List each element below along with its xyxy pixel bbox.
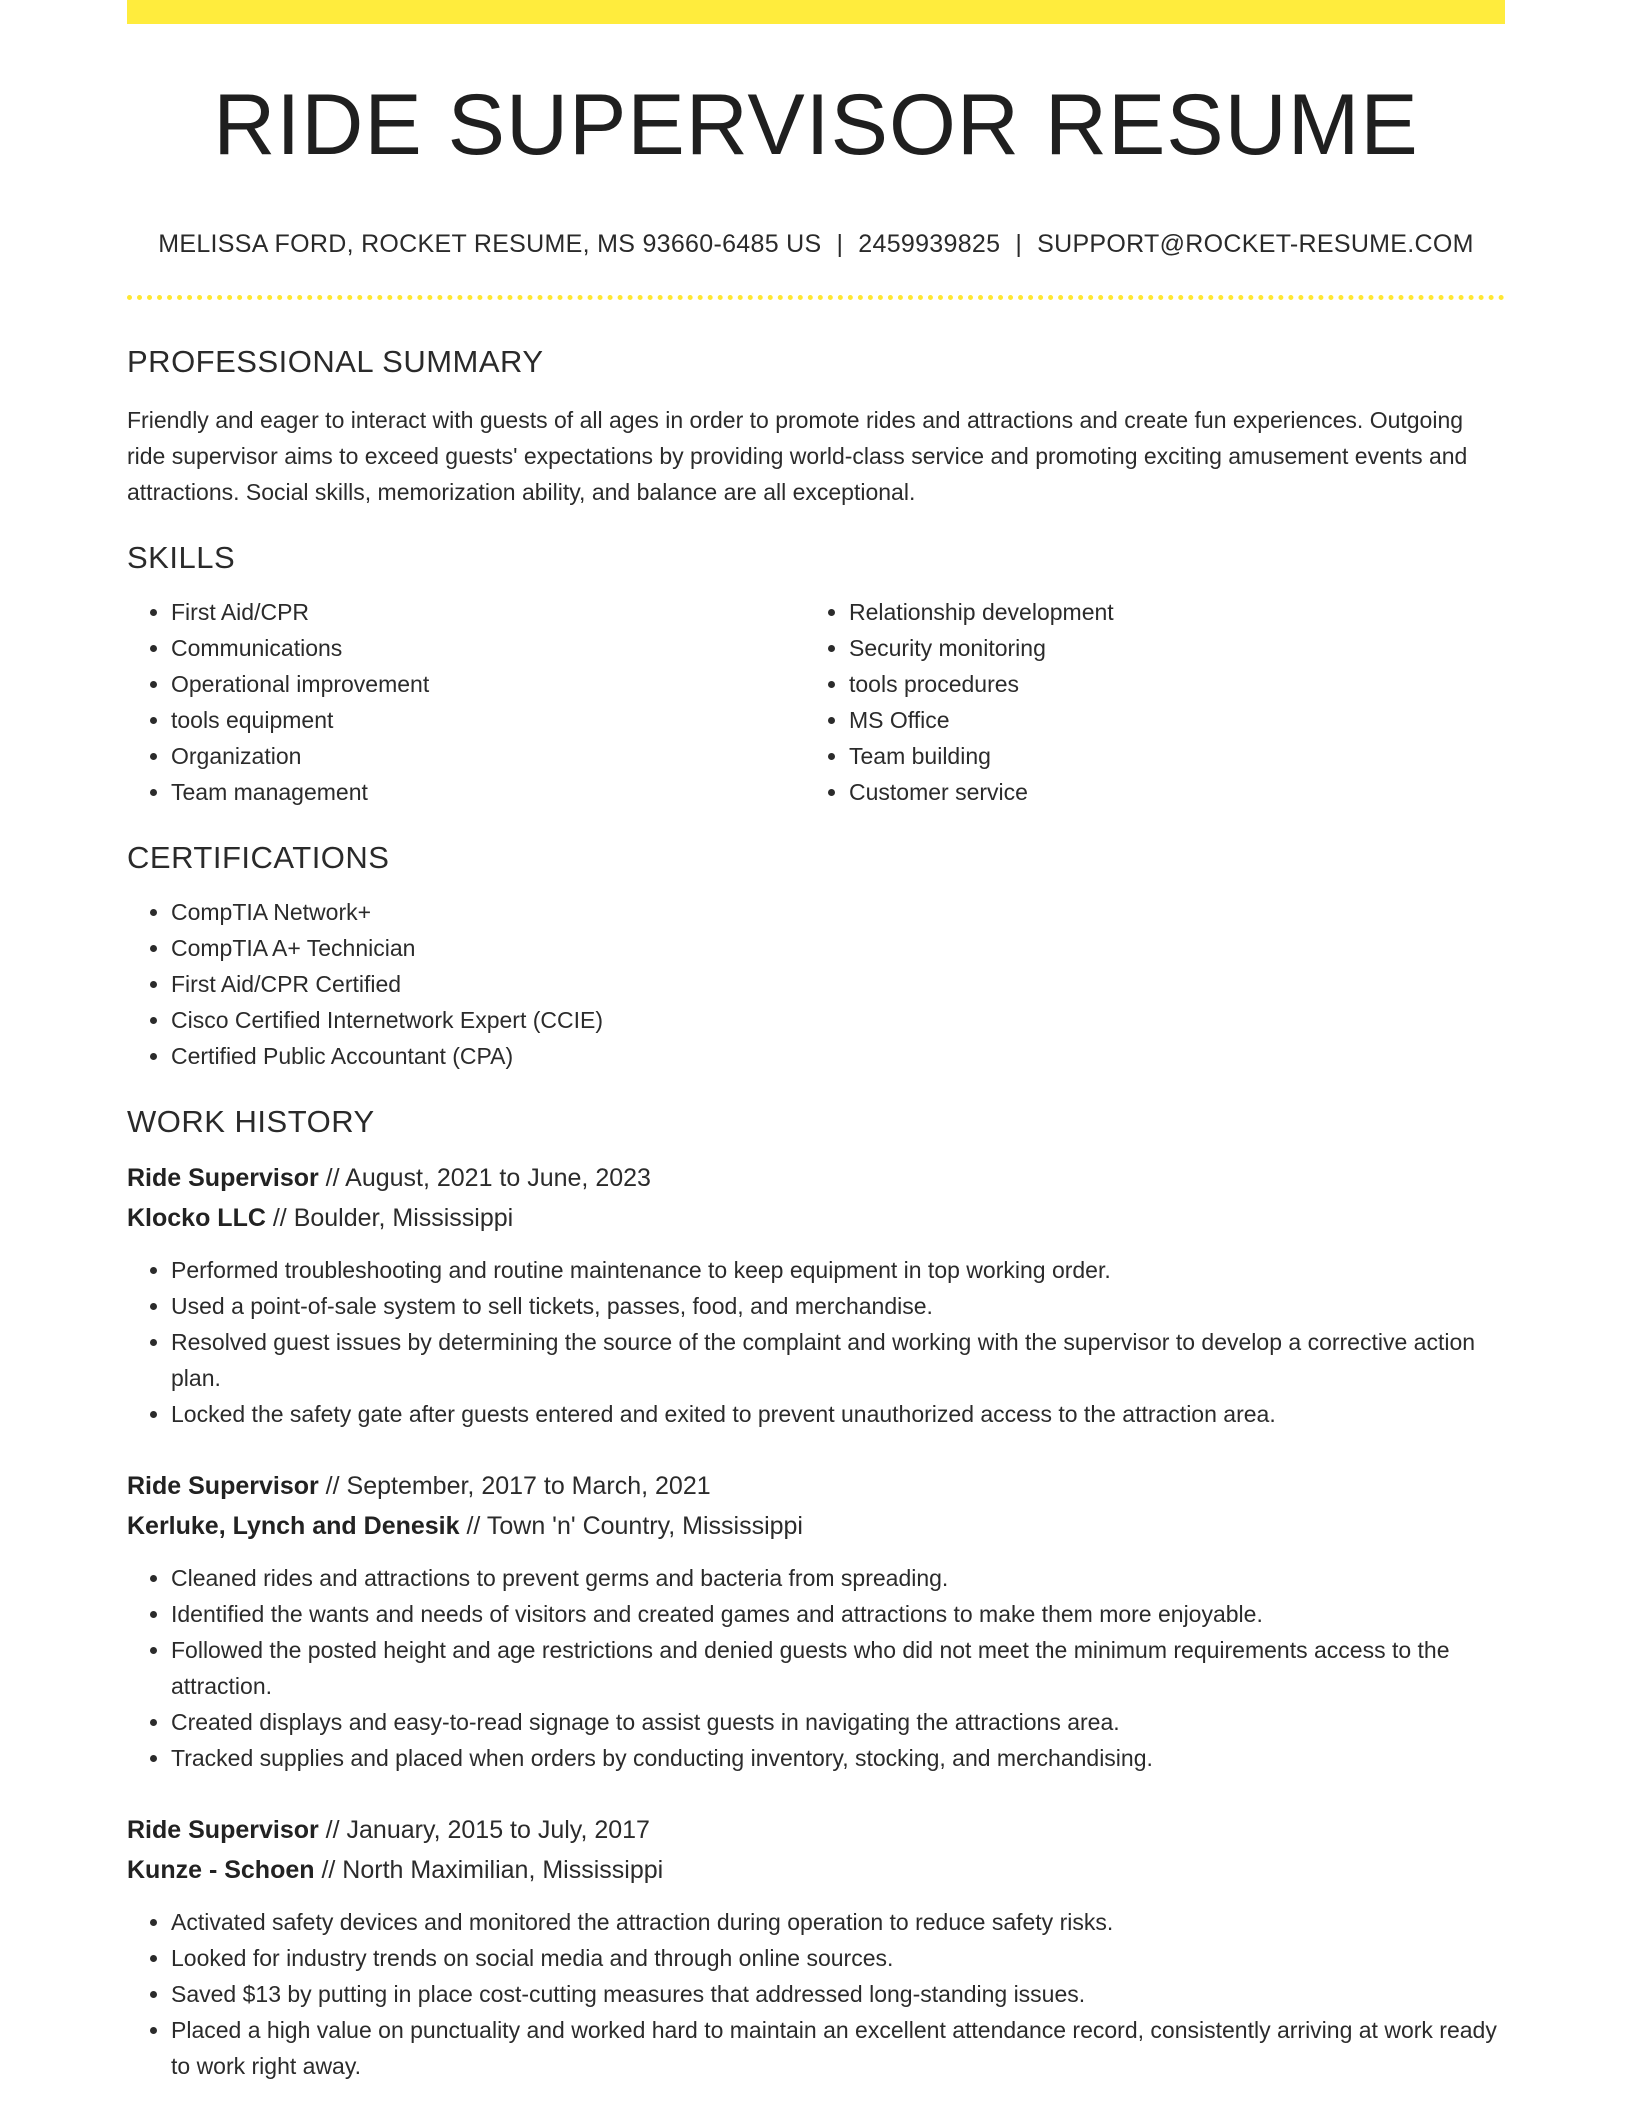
job-bullet: • Locked the safety gate after guests entered and exited to prevent unauthorized access to the attraction area.	[171, 1396, 1505, 1432]
skill-item: • Team management	[171, 774, 805, 810]
skill-item: • tools procedures	[849, 666, 1529, 702]
job-bullet: • Looked for industry trends on social media and through online sources.	[171, 1940, 1505, 1976]
skills-list-right	[805, 594, 1529, 810]
certification-item: • Certified Public Accountant (CPA)	[171, 1038, 1505, 1074]
skill-item: • MS Office	[849, 702, 1529, 738]
skill-item: • Communications	[171, 630, 805, 666]
contact-phone: 2459939825	[858, 230, 1001, 258]
job-company: Kunze - Schoen	[127, 1856, 315, 1884]
work-history-section	[127, 1104, 1505, 2084]
job-company-line	[127, 1198, 1505, 1238]
job-title-line	[127, 1158, 1505, 1198]
job-bullet: • Activated safety devices and monitored the attraction during operation to reduce safety risks.	[171, 1904, 1505, 1940]
job-bullet: • Placed a high value on punctuality and worked hard to maintain an excellent attendance record, consistently arriving at work ready to work right away.	[171, 2012, 1505, 2084]
job-bullet: • Followed the posted height and age restrictions and denied guests who did not meet the minimum requirements access to the attraction.	[171, 1632, 1505, 1704]
job-location: // Town 'n' Country, Mississippi	[459, 1512, 803, 1540]
contact-address: MELISSA FORD, ROCKET RESUME, MS 93660-6485 US	[158, 230, 822, 258]
job-bullets	[127, 1904, 1505, 2084]
job-bullet: • Identified the wants and needs of visitors and created games and attractions to make them more enjoyable.	[171, 1596, 1505, 1632]
job-entry	[127, 1810, 1505, 2084]
resume-title: RIDE SUPERVISOR RESUME	[213, 77, 1419, 173]
job-title: Ride Supervisor	[127, 1164, 319, 1192]
skill-item: • Relationship development	[849, 594, 1529, 630]
job-location: // North Maximilian, Mississippi	[314, 1856, 664, 1884]
job-title: Ride Supervisor	[127, 1472, 319, 1500]
contact-separator: |	[1015, 230, 1023, 258]
section-heading: CERTIFICATIONS	[127, 840, 390, 875]
header-divider	[127, 295, 1505, 300]
skills-section	[127, 540, 1505, 810]
certification-item: • CompTIA Network+	[171, 894, 1505, 930]
job-bullet: • Performed troubleshooting and routine maintenance to keep equipment in top working order.	[171, 1252, 1505, 1288]
skills-list-left	[127, 594, 805, 810]
skills-grid	[127, 576, 1505, 810]
contact-separator: |	[836, 230, 844, 258]
job-entry	[127, 1466, 1505, 1776]
job-bullet: • Cleaned rides and attractions to prevent germs and bacteria from spreading.	[171, 1560, 1505, 1596]
job-title: Ride Supervisor	[127, 1816, 319, 1844]
certification-item: • Cisco Certified Internetwork Expert (CCIE)	[171, 1002, 1505, 1038]
job-bullet: • Created displays and easy-to-read signage to assist guests in navigating the attractions area.	[171, 1704, 1505, 1740]
skill-item: • Security monitoring	[849, 630, 1529, 666]
job-dates: // August, 2021 to June, 2023	[318, 1164, 651, 1192]
job-company-line	[127, 1850, 1505, 1890]
certification-item: • CompTIA A+ Technician	[171, 930, 1505, 966]
skill-item: • Organization	[171, 738, 805, 774]
job-bullet: • Saved $13 by putting in place cost-cutting measures that addressed long-standing issues.	[171, 1976, 1505, 2012]
summary-text: Friendly and eager to interact with guests of all ages in order to promote rides and attractions and create fun experiences. Outgoing ride supervisor aims to exceed guests' expectations by providing world-class service and promoting exciting amusement events and attractions. Social skills, memorization ability, and balance are all exceptional.	[127, 407, 1468, 505]
job-bullet: • Used a point-of-sale system to sell tickets, passes, food, and merchandise.	[171, 1288, 1505, 1324]
professional-summary-section	[127, 344, 1505, 510]
job-company: Kerluke, Lynch and Denesik	[127, 1512, 460, 1540]
job-title-line	[127, 1810, 1505, 1850]
job-bullets	[127, 1252, 1505, 1432]
skill-item: • tools equipment	[171, 702, 805, 738]
contact-line	[127, 230, 1505, 259]
job-bullets	[127, 1560, 1505, 1776]
contact-email: SUPPORT@ROCKET-RESUME.COM	[1037, 230, 1474, 258]
section-heading: PROFESSIONAL SUMMARY	[127, 344, 544, 379]
job-bullet: • Tracked supplies and placed when orders by conducting inventory, stocking, and merchandising.	[171, 1740, 1505, 1776]
skill-item: • First Aid/CPR	[171, 594, 805, 630]
job-company: Klocko LLC	[127, 1204, 266, 1232]
certification-item: • First Aid/CPR Certified	[171, 966, 1505, 1002]
skill-item: • Customer service	[849, 774, 1529, 810]
skill-item: • Team building	[849, 738, 1529, 774]
job-bullet: • Resolved guest issues by determining the source of the complaint and working with the supervisor to develop a corrective action plan.	[171, 1324, 1505, 1396]
job-location: // Boulder, Mississippi	[265, 1204, 514, 1232]
resume-page	[127, 0, 1505, 2084]
section-heading: WORK HISTORY	[127, 1104, 375, 1139]
certifications-list	[127, 894, 1505, 1074]
skill-item: • Operational improvement	[171, 666, 805, 702]
job-company-line	[127, 1506, 1505, 1546]
job-dates: // January, 2015 to July, 2017	[318, 1816, 650, 1844]
top-accent-bar	[127, 0, 1505, 24]
job-title-line	[127, 1466, 1505, 1506]
section-heading: SKILLS	[127, 540, 236, 575]
job-dates: // September, 2017 to March, 2021	[318, 1472, 711, 1500]
job-entry	[127, 1158, 1505, 1432]
certifications-section	[127, 840, 1505, 1074]
